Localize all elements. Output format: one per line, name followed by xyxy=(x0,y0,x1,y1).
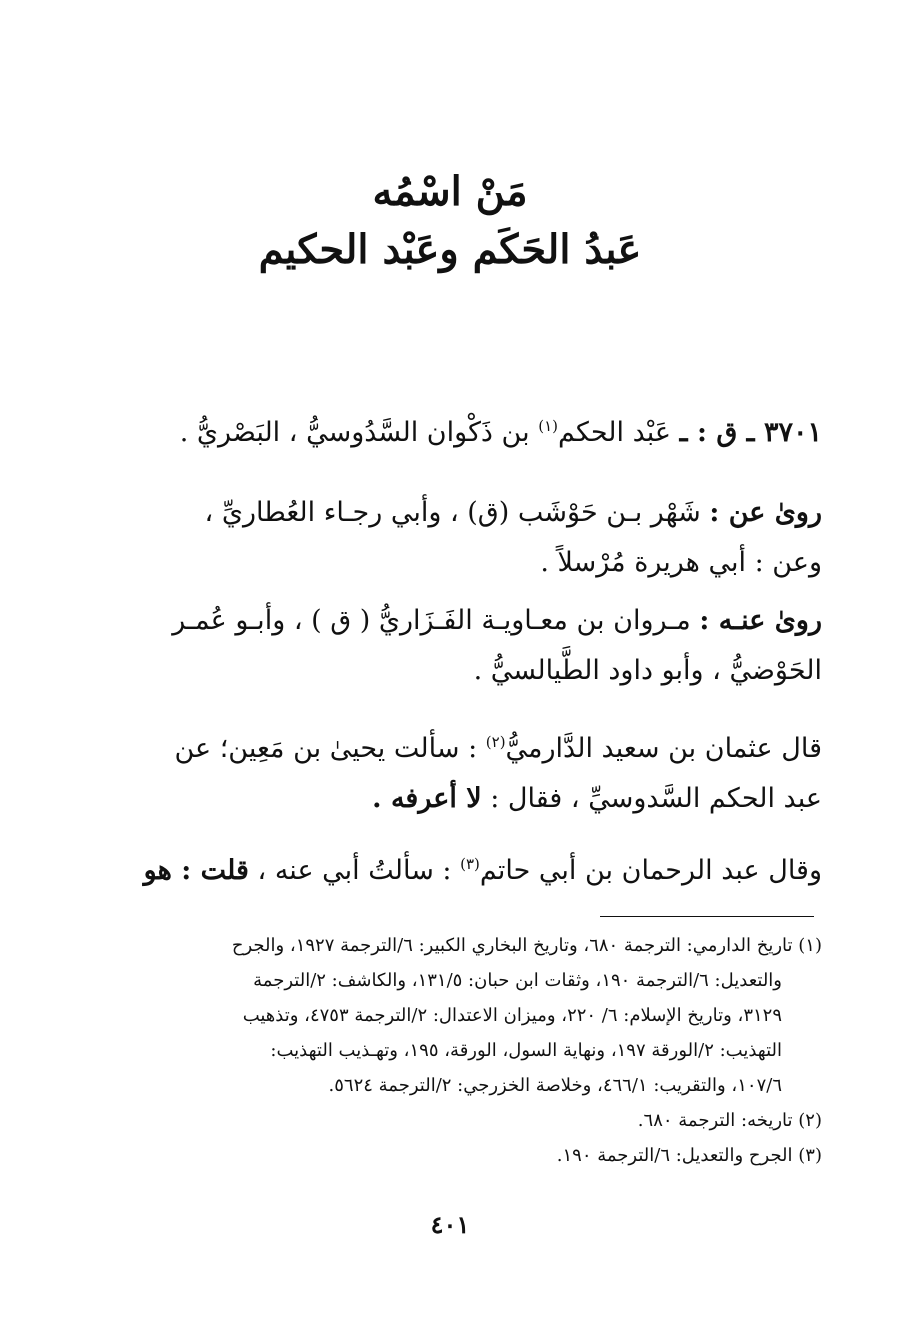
section-subheading: عَبدُ الحَكَم وعَبْد الحكيم xyxy=(258,226,642,273)
entry-name-rest: بن ذَكْوان السَّدُوسيُّ ، البَصْريُّ . xyxy=(179,417,530,448)
narrated-by-line2: الحَوْضيُّ ، وأبو داود الطَّيالسيُّ . xyxy=(473,655,822,686)
entry-title xyxy=(110,408,822,458)
narrated-from-line1: شَهْر بـن حَوْشَب (ق) ، وأبي رجـاء العُطاريِّ ، xyxy=(204,497,701,528)
quote2-bold: قلت : هو xyxy=(143,855,249,886)
narrated-by-line1: مـروان بن معـاويـة الفَـزَاريُّ ( ق ) ، وأبـو عُمـر xyxy=(172,605,691,636)
narrated-from-line2: وعن : أبي هريرة مُرْسلاً . xyxy=(540,547,822,578)
footnote-1-line: ١٠٧/٦، والتقريب: ٤٦٦/١، وخلاصة الخزرجي: ٢/الترجمة ٥٦٢٤. xyxy=(328,1075,782,1096)
footnote-1-line: والتعديل: ٦/الترجمة ١٩٠، وثقات ابن حبان: ١٣١/٥، والكاشف: ٢/الترجمة xyxy=(253,970,782,991)
entry-name: عَبْد الحكم xyxy=(557,417,672,448)
entry-number: ٣٧٠١ ـ ق : ـ xyxy=(679,417,822,448)
footnotes xyxy=(110,928,822,1173)
footnote-ref-3[interactable]: (٣) xyxy=(460,855,480,873)
quote1-answer: لا أعرفه . xyxy=(372,783,482,814)
footnote-2: (٢) تاريخه: الترجمة ٦٨٠. xyxy=(637,1110,822,1131)
footnote-ref-1[interactable]: (١) xyxy=(538,417,558,435)
quote1-line2: عبد الحكم السَّدوسيِّ ، فقال : xyxy=(490,783,822,814)
quote1-start: قال عثمان بن سعيد الدَّارميُّ xyxy=(505,733,822,764)
quote2-start: وقال عبد الرحمان بن أبي حاتم xyxy=(479,855,822,886)
section-heading: مَنْ اسْمُه xyxy=(372,168,528,215)
quote-paragraph-1 xyxy=(110,724,822,824)
narrated-by-paragraph xyxy=(110,596,822,696)
quote-paragraph-2 xyxy=(110,846,822,896)
quote2-middle: : سألتُ أبي عنه ، xyxy=(257,855,452,886)
footnote-1-line: التهذيب: ٢/الورقة ١٩٧، ونهاية السول، الورقة، ١٩٥، وتهـذيب التهذيب: xyxy=(270,1040,782,1061)
narrated-from-paragraph xyxy=(110,488,822,588)
narrated-from-label: روىٰ عن : xyxy=(709,497,822,528)
footnote-1-line: ٣١٢٩، وتاريخ الإسلام: ٦/ ٢٢٠، وميزان الاعتدال: ٢/الترجمة ٤٧٥٣، وتذهيب xyxy=(242,1005,782,1026)
narrated-by-label: روىٰ عنـه : xyxy=(699,605,822,636)
footnote-ref-2[interactable]: (٢) xyxy=(485,733,506,751)
footnote-divider xyxy=(600,916,814,917)
page-number: ٤٠١ xyxy=(430,1210,470,1239)
footnote-1-line: (١) تاريخ الدارمي: الترجمة ٦٨٠، وتاريخ البخاري الكبير: ٦/الترجمة ١٩٢٧، والجرح xyxy=(231,935,822,956)
quote1-end: : سألت يحيىٰ بن مَعِين؛ عن xyxy=(174,733,478,764)
footnote-3: (٣) الجرح والتعديل: ٦/الترجمة ١٩٠. xyxy=(556,1145,822,1166)
